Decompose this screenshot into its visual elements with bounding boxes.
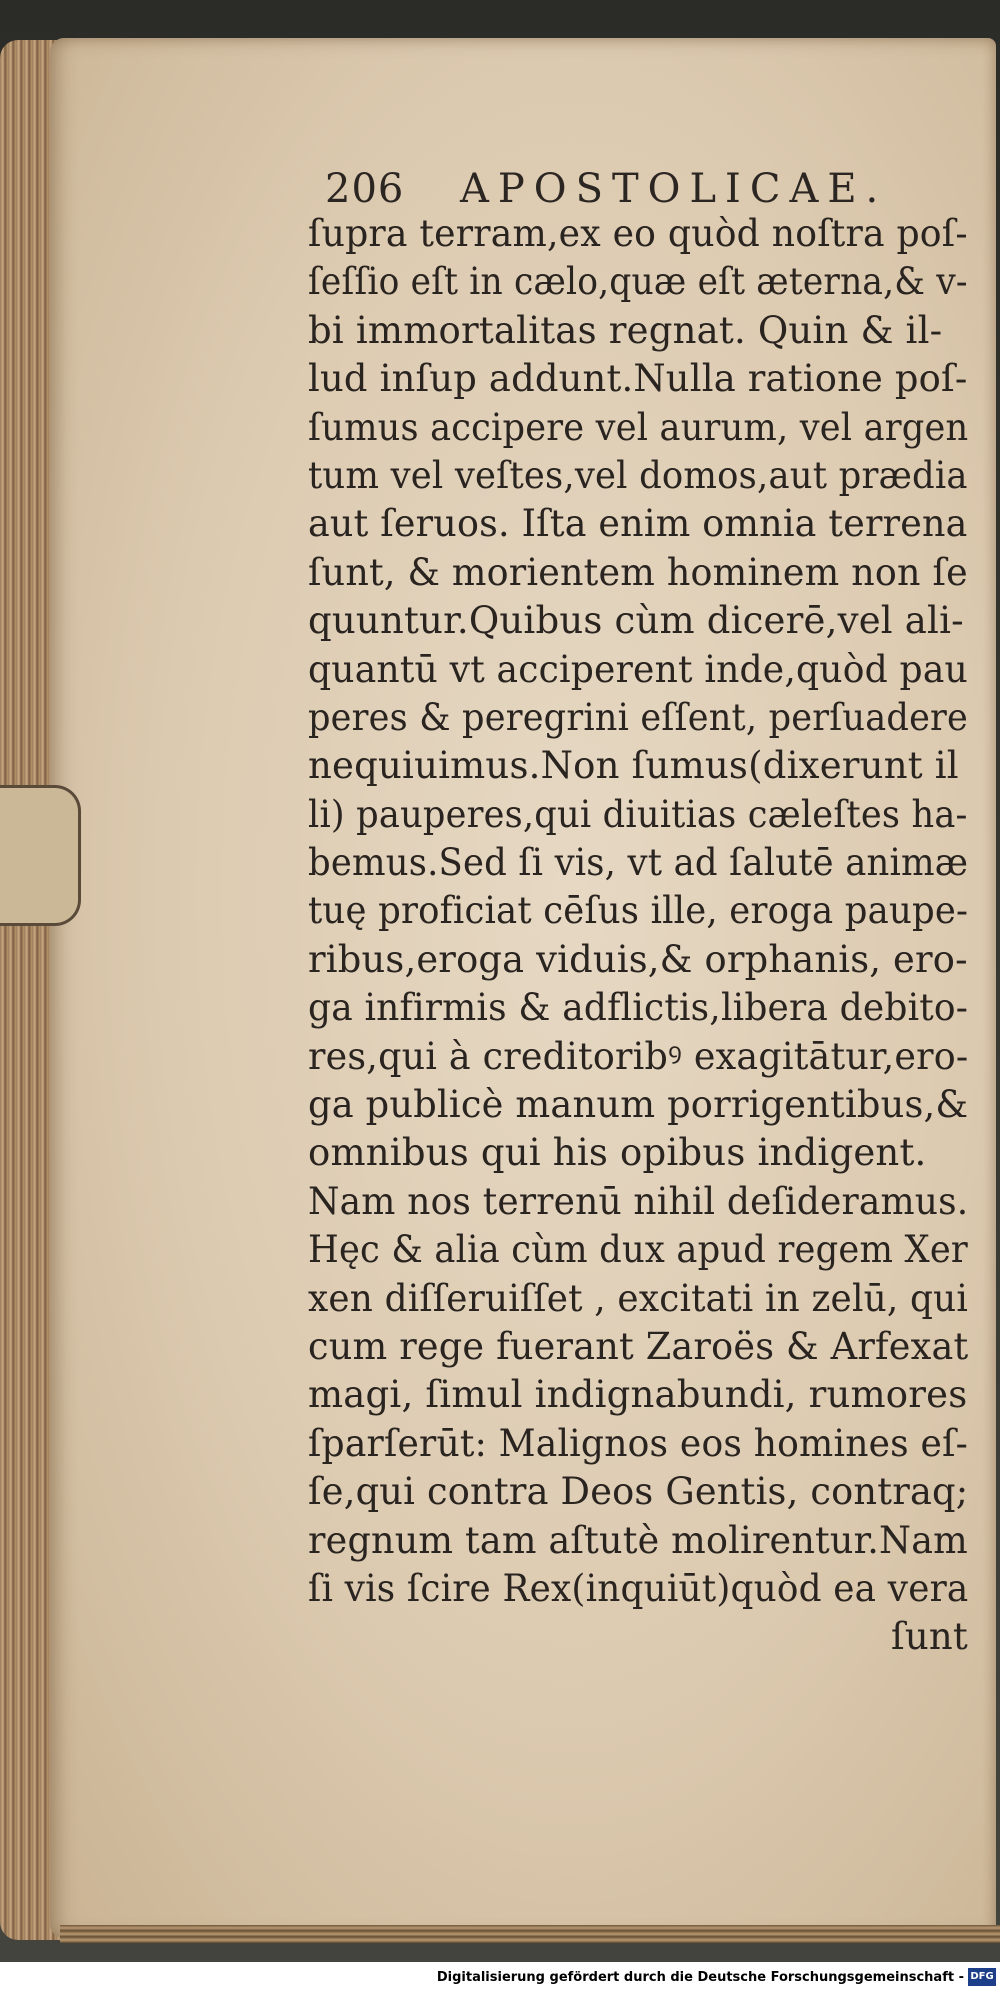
text-line: ga publicè manum porrigentibus,& — [308, 1083, 969, 1127]
page-bottom-edge — [60, 1925, 1000, 1943]
text-line: tuę proficiat cēſus ille, eroga paupe- — [308, 889, 969, 933]
text-line: res,qui à creditoribꝰ exagitātur,ero- — [308, 1034, 969, 1078]
catchword: ſunt — [890, 1615, 968, 1659]
text-line: ga infirmis & adflictis,libera debito- — [308, 986, 969, 1030]
text-line: lud inſup addunt.Nulla ratione poſ- — [308, 357, 968, 401]
binding-clasp — [0, 785, 81, 926]
text-line: ſi vis ſcire Rex(inquiūt)quòd ea vera — [308, 1566, 969, 1610]
text-line: ſumus accipere vel aurum, vel argen — [308, 405, 969, 449]
digitization-footer — [0, 1962, 1000, 1996]
text-line: quantū vt acciperent inde,quòd pau — [308, 647, 968, 691]
text-line: li) pauperes,qui diuitias cæleſtes ha- — [308, 792, 968, 836]
text-line: Hęc & alia cùm dux apud regem Xer — [308, 1228, 968, 1272]
text-line: omnibus qui his opibus indigent. — [308, 1131, 927, 1175]
funding-credit: Digitalisierung gefördert durch die Deutsche Forschungsgemeinschaft - — [436, 1970, 964, 1985]
text-line: ſupra terram,ex eo quòd noſtra poſ- — [308, 212, 968, 255]
text-line: tum vel veſtes,vel domos,aut prædia — [308, 453, 968, 497]
text-line: xen diſſeruiſſet , excitati in zelū, qui — [308, 1276, 969, 1320]
text-line: quuntur.Quibus cùm dicerē,vel ali- — [308, 599, 964, 643]
text-line: magi, ſimul indignabundi, rumores — [308, 1373, 968, 1417]
text-line: peres & peregrini eſſent, perſuadere — [308, 695, 969, 739]
body-text — [308, 210, 988, 1662]
text-line: ſe,qui contra Deos Gentis, contraq; — [308, 1470, 969, 1514]
text-line: ribus,eroga viduis,& orphanis, ero- — [308, 937, 968, 981]
text-line: aut ſeruos. Iſta enim omnia terrena — [308, 502, 968, 546]
page-number: 206 — [325, 166, 405, 212]
text-line: ſunt, & morientem hominem non ſe — [308, 550, 968, 594]
text-line: regnum tam aſtutè molirentur.Nam — [308, 1518, 968, 1562]
text-line: bi immortalitas regnat. Quin & il- — [308, 308, 943, 352]
text-line: bemus.Sed ſi vis, vt ad ſalutē animæ — [308, 841, 969, 885]
text-line: cum rege fuerant Zaroës & Arfexat — [308, 1324, 969, 1368]
show-through-text — [95, 250, 295, 950]
text-line: ſeſſio eſt in cælo,quæ eſt æterna,& v- — [308, 260, 968, 304]
text-line: Nam nos terrenū nihil deſideramus. — [308, 1179, 969, 1223]
text-line: ſparſerūt: Malignos eos homines eſ- — [308, 1421, 968, 1465]
running-title: APOSTOLICAE. — [460, 166, 888, 212]
dfg-logo: DFG — [968, 1968, 996, 1986]
text-line: nequiuimus.Non ſumus(dixerunt il — [308, 744, 959, 788]
